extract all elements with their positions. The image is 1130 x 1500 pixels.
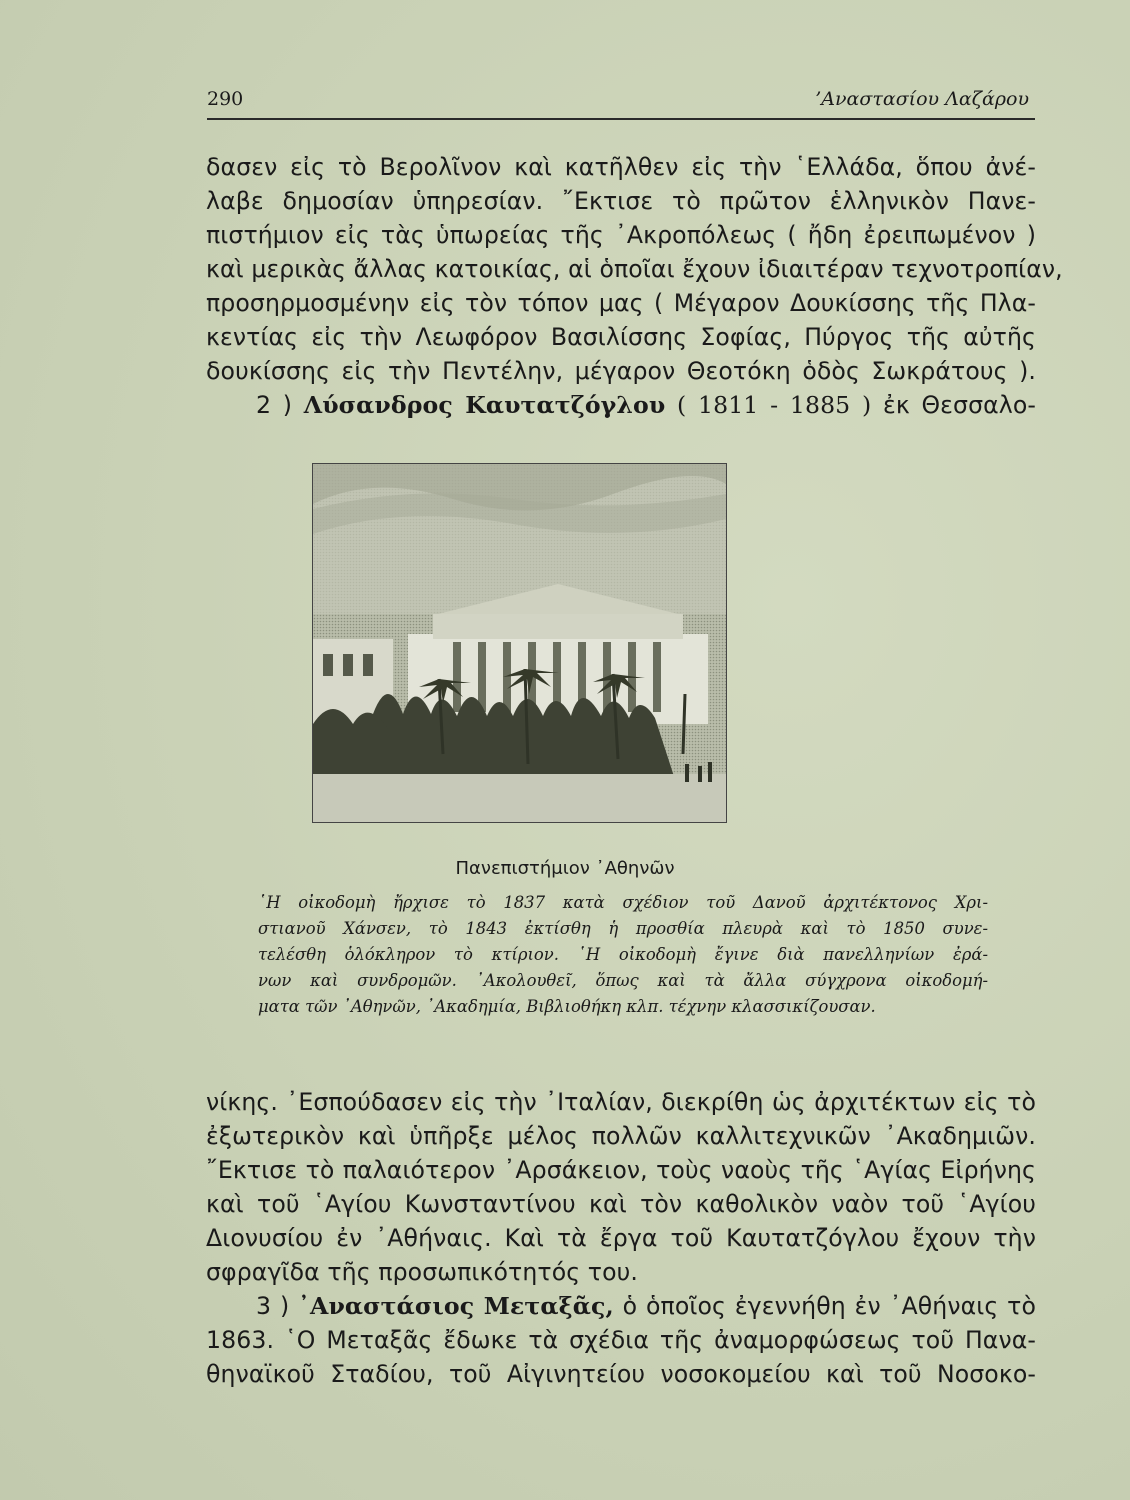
page-header [207, 88, 1035, 118]
text-line: δασεν εἰς τὸ Βερολῖνον καὶ κατῆλθεν εἰς τὴν ῾Ελλάδα, ὅπου ἀνέ- [206, 153, 1036, 181]
text-line: νίκης. ᾿Εσπούδασεν εἰς τὴν ᾿Ιταλίαν, διεκρίθη ὡς ἀρχιτέκτων εἰς τὸ [206, 1088, 1036, 1116]
item-3-rest: ὁ ὁποῖος ἐγεννήθη ἐν ᾿Αθήναις τὸ [622, 1292, 1037, 1320]
text-line: Διονυσίου ἐν ᾿Αθήναις. Καὶ τὰ ἔργα τοῦ Καυτατζόγλου ἔχουν τὴν [206, 1224, 1036, 1252]
caption-line: ματα τῶν ᾿Αθηνῶν, ᾿Ακαδημία, Βιβλιοθήκη κλπ. τέχνην κλασσικίζουσαν. [258, 997, 876, 1016]
text-line: προσηρμοσμένην εἰς τὸν τόπον μας ( Μέγαρον Δουκίσσης τῆς Πλα- [206, 289, 1036, 317]
text-line: καὶ τοῦ ῾Αγίου Κωνσταντίνου καὶ τὸν καθολικὸν ναὸν τοῦ ῾Αγίου [206, 1190, 1036, 1218]
item-3-line [206, 1289, 1036, 1323]
text-line: δουκίσσης εἰς τὴν Πεντέλην, μέγαρον Θεοτόκη ὁδὸς Σωκράτους ). [206, 357, 1036, 385]
item-2-dates: ( 1811 - 1885 ) [676, 391, 872, 419]
caption-line: νων καὶ συνδρομῶν. ᾿Ακολουθεῖ, ὅπως καὶ τὰ ἄλλα σύγχρονα οἰκοδομή- [258, 971, 988, 990]
caption-line: τελέσθη ὁλόκληρον τὸ κτίριον. ῾Η οἰκοδομὴ ἔγινε διὰ πανελληνίων ἐρά- [258, 945, 988, 964]
university-photo [312, 463, 727, 823]
header-rule [207, 118, 1035, 120]
text-line: σφραγῖδα τῆς προσωπικότητός του. [206, 1258, 638, 1286]
text-line: ῎Εκτισε τὸ παλαιότερον ᾿Αρσάκειον, τοὺς ναοὺς τῆς ῾Αγίας Εἰρήνης [206, 1156, 1036, 1184]
photo-image [313, 464, 726, 822]
text-line: λαβε δημοσίαν ὑπηρεσίαν. ῎Εκτισε τὸ πρῶτον ἑλληνικὸν Πανε- [206, 187, 1036, 215]
item-2-number: 2 ) [256, 391, 293, 419]
item-2-line [206, 388, 1036, 422]
page-number: 290 [207, 88, 244, 110]
text-line: πιστήμιον εἰς τὰς ὑπωρείας τῆς ᾿Ακροπόλεως ( ἤδη ἐρειπωμένον ) [206, 221, 1036, 249]
text-line: θηναϊκοῦ Σταδίου, τοῦ Αἰγινητείου νοσοκομείου καὶ τοῦ Νοσοκο- [206, 1360, 1036, 1388]
running-head: ’Αναστασίου Λαζάρου [815, 88, 1029, 110]
paragraph-1 [206, 150, 1063, 422]
item-2-rest: ἐκ Θεσσαλο- [882, 391, 1037, 419]
text-line: κεντίας εἰς τὴν Λεωφόρον Βασιλίσσης Σοφίας, Πύργος τῆς αὐτῆς [206, 323, 1036, 351]
item-2-name: Λύσανδρος Καυτατζόγλου [303, 391, 666, 419]
text-line: καὶ μερικὰς ἄλλας κατοικίας, αἱ ὁποῖαι ἔχουν ἰδιαιτέραν τεχνοτροπίαν, [206, 255, 1063, 283]
caption-line: ῾Η οἰκοδομὴ ἤρχισε τὸ 1837 κατὰ σχέδιον τοῦ Δανοῦ ἀρχιτέκτονος Χρι- [258, 893, 988, 912]
item-3-name: ᾿Αναστάσιος Μεταξᾶς, [298, 1292, 614, 1320]
text-line: 1863. ῾Ο Μεταξᾶς ἔδωκε τὰ σχέδια τῆς ἀναμορφώσεως τοῦ Πανα- [206, 1326, 1036, 1354]
figure-caption [258, 890, 988, 1020]
item-3-number: 3 ) [256, 1292, 290, 1320]
caption-line: στιανοῦ Χάνσεν, τὸ 1843 ἐκτίσθη ἡ προσθία πλευρὰ καὶ τὸ 1850 συνε- [258, 919, 988, 938]
text-line: ἐξωτερικὸν καὶ ὑπῆρξε μέλος πολλῶν καλλιτεχνικῶν ᾿Ακαδημιῶν. [206, 1122, 1036, 1150]
paragraph-2 [206, 1085, 1036, 1391]
figure-title: Πανεπιστήμιον ᾿Αθηνῶν [455, 858, 675, 879]
